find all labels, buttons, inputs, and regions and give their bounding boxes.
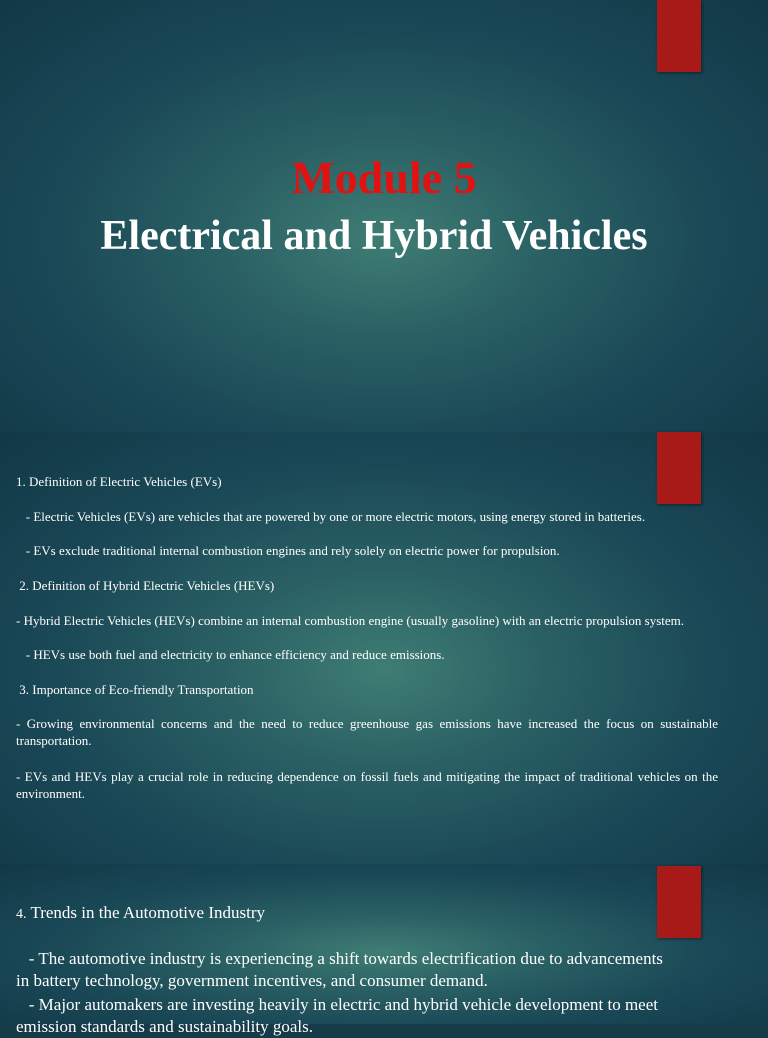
accent-bar — [657, 432, 701, 504]
ev-definition-text: - Electric Vehicles (EVs) are vehicles that are powered by one or more electric motors, using energy stored in batteries. — [16, 509, 646, 524]
ev-hev-role-text: - EVs and HEVs play a crucial role in reducing dependence on fossil fuels and mitigating the impact of traditional vehicles on the environment. — [16, 769, 718, 801]
hev-usage-text: - HEVs use both fuel and electricity to enhance efficiency and reduce emissions. — [16, 647, 445, 662]
heading-trends — [16, 902, 265, 926]
accent-bar — [657, 866, 701, 938]
heading-eco-transport: 3. Importance of Eco-friendly Transportation — [16, 682, 254, 697]
eco-concerns-text: - Growing environmental concerns and the need to reduce greenhouse gas emissions have increased the focus on sustainable transportation. — [16, 716, 718, 748]
heading-ev-definition: 1. Definition of Electric Vehicles (EVs) — [16, 474, 222, 489]
slide-title: Electrical and Hybrid Vehicles — [100, 213, 648, 259]
heading-text: Trends in the Automotive Industry — [26, 903, 265, 922]
trends-line-3: - Major automakers are investing heavily in electric and hybrid vehicle development to meet — [16, 995, 658, 1014]
trends-slide — [0, 864, 768, 1036]
title-slide — [0, 0, 768, 432]
module-title: Module 5 — [291, 152, 477, 203]
hev-definition-text: - Hybrid Electric Vehicles (HEVs) combine an internal combustion engine (usually gasoline) with an electric propulsion system. — [16, 613, 685, 628]
heading-number: 4. — [16, 907, 27, 922]
title-block — [0, 150, 768, 266]
accent-bar — [657, 0, 701, 72]
heading-hev-definition: 2. Definition of Hybrid Electric Vehicles (HEVs) — [16, 578, 275, 593]
definitions-slide — [0, 432, 768, 864]
ev-exclusion-text: - EVs exclude traditional internal combustion engines and rely solely on electric power for propulsion. — [16, 543, 560, 558]
trends-line-4: emission standards and sustainability goals. — [16, 1017, 313, 1036]
trends-line-2: in battery technology, government incentives, and consumer demand. — [16, 971, 488, 990]
trends-line-1: - The automotive industry is experiencing a shift towards electrification due to advancements — [16, 949, 663, 968]
